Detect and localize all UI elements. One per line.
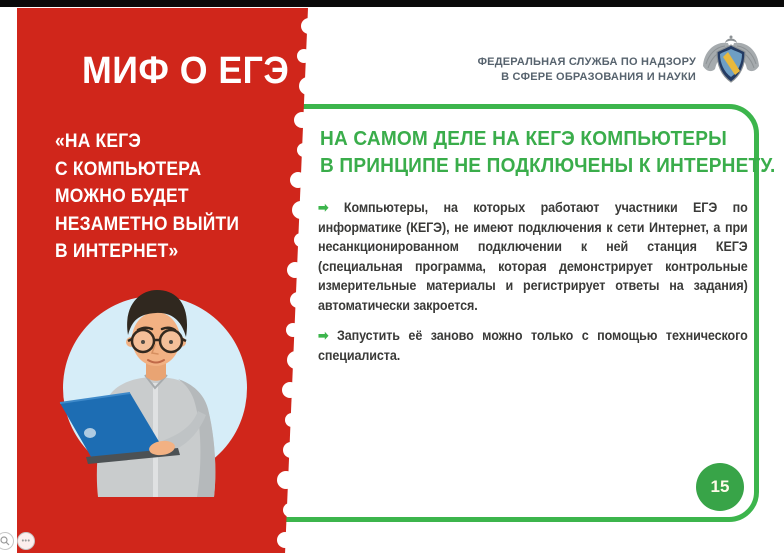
myth-quote-line: «НА КЕГЭ [55, 131, 141, 152]
myth-title: МИФ О ЕГЭ [82, 50, 290, 92]
fact-bullet [318, 326, 748, 365]
ellipsis-icon: ••• [21, 537, 31, 545]
agency-name [478, 55, 696, 84]
fact-body [318, 198, 748, 376]
myth-quote [55, 128, 239, 266]
person-laptop-illustration [50, 285, 260, 510]
myth-quote-line: В ИНТЕРНЕТ» [55, 241, 179, 262]
fact-bullet [318, 198, 748, 315]
fact-headline-line: НА САМОМ ДЕЛЕ НА КЕГЭ КОМПЬЮТЕРЫ [320, 127, 727, 150]
fact-bullet-text: Компьютеры, на которых работают участники ЕГЭ по информатике (КЕГЭ), не имеют подключения к сети Интернет, а при несанкционированном подключении к ней станция КЕГЭ (специальная программа, которая демонстрирует контрольные измерительные материалы и регистрирует ответы на задания) автоматически закроется. [318, 200, 748, 313]
agency-name-line: В СФЕРЕ ОБРАЗОВАНИЯ И НАУКИ [501, 70, 696, 83]
zoom-button[interactable] [0, 532, 14, 550]
agency-name-line: ФЕДЕРАЛЬНАЯ СЛУЖБА ПО НАДЗОРУ [477, 56, 696, 68]
search-icon [0, 536, 10, 546]
arrow-bullet-icon: ➡ [318, 200, 329, 215]
more-options-button[interactable] [17, 532, 35, 550]
fact-headline [320, 125, 775, 179]
arrow-bullet-icon: ➡ [318, 328, 329, 343]
myth-quote-line: НЕЗАМЕТНО ВЫЙТИ [55, 213, 240, 235]
myth-quote-line: С КОМПЬЮТЕРА [55, 158, 202, 180]
page-number-badge [696, 463, 744, 511]
myth-quote-line: МОЖНО БУДЕТ [55, 186, 189, 207]
rosobrnadzor-logo-icon [700, 34, 762, 92]
top-letterbox-bar [0, 0, 784, 7]
fact-bullet-text: Запустить её заново можно только с помощью технического специалиста. [318, 328, 748, 363]
page-number: 15 [710, 477, 730, 496]
fact-headline-line: В ПРИНЦИПЕ НЕ ПОДКЛЮЧЕНЫ К ИНТЕРНЕТУ. [320, 154, 776, 177]
